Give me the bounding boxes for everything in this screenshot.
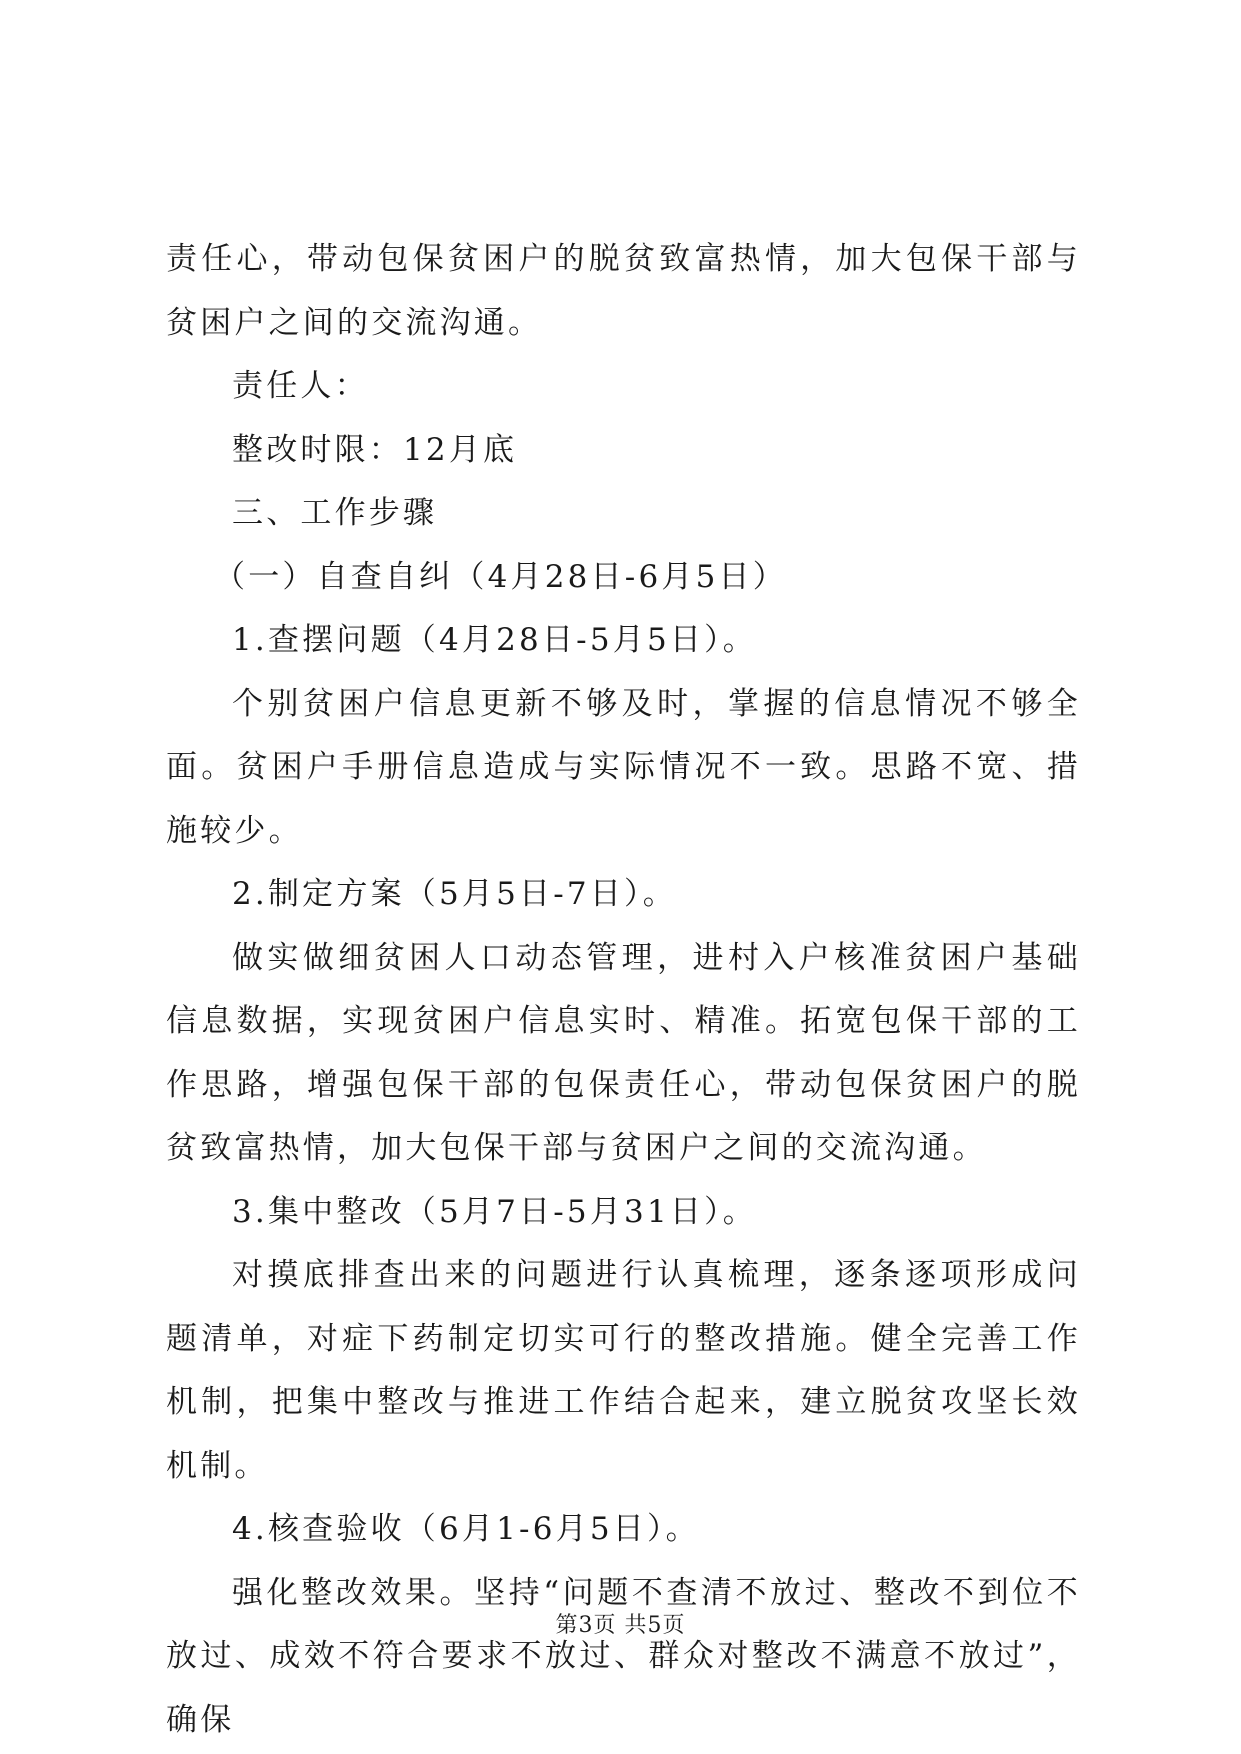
section-heading: 三、工作步骤: [232, 495, 438, 531]
paragraph-continuation: 责任心，带动包保贫困户的脱贫致富热情，加大包保干部与贫困户之间的交流沟通。: [166, 241, 1081, 341]
responsible-person-line: 责任人：: [232, 368, 369, 404]
subsection-heading: （一）自查自纠（4月28日-6月5日）: [214, 558, 787, 595]
step-1-heading: 1.查摆问题（4月28日-5月5日）。: [232, 622, 757, 658]
page-footer: 第3页 共5页: [555, 1613, 686, 1638]
document-body: [166, 228, 1081, 1752]
step-4-heading: 4.核查验收（6月1-6月5日）。: [232, 1511, 700, 1547]
step-3-heading: 3.集中整改（5月7日-5月31日）。: [232, 1193, 757, 1230]
step-2-heading: 2.制定方案（5月5日-7日）。: [232, 876, 677, 912]
deadline-line: 整改时限：12月底: [232, 431, 518, 468]
step-2-body: 做实做细贫困人口动态管理，进村入户核准贫困户基础信息数据，实现贫困户信息实时、精准。拓宽包保干部的工作思路，增强包保干部的包保责任心，带动包保贫困户的脱贫致富热情，加大包保干部与贫困户之间的交流沟通。: [166, 939, 1081, 1166]
step-3-body: 对摸底排查出来的问题进行认真梳理，逐条逐项形成问题清单，对症下药制定切实可行的整改措施。健全完善工作机制，把集中整改与推进工作结合起来，建立脱贫攻坚长效机制。: [166, 1257, 1081, 1484]
step-1-body: 个别贫困户信息更新不够及时，掌握的信息情况不够全面。贫困户手册信息造成与实际情况不一致。思路不宽、措施较少。: [166, 685, 1081, 849]
step-4-body: 强化整改效果。坚持“问题不查清不放过、整改不到位不放过、成效不符合要求不放过、群众对整改不满意不放过”，确保: [166, 1574, 1081, 1738]
